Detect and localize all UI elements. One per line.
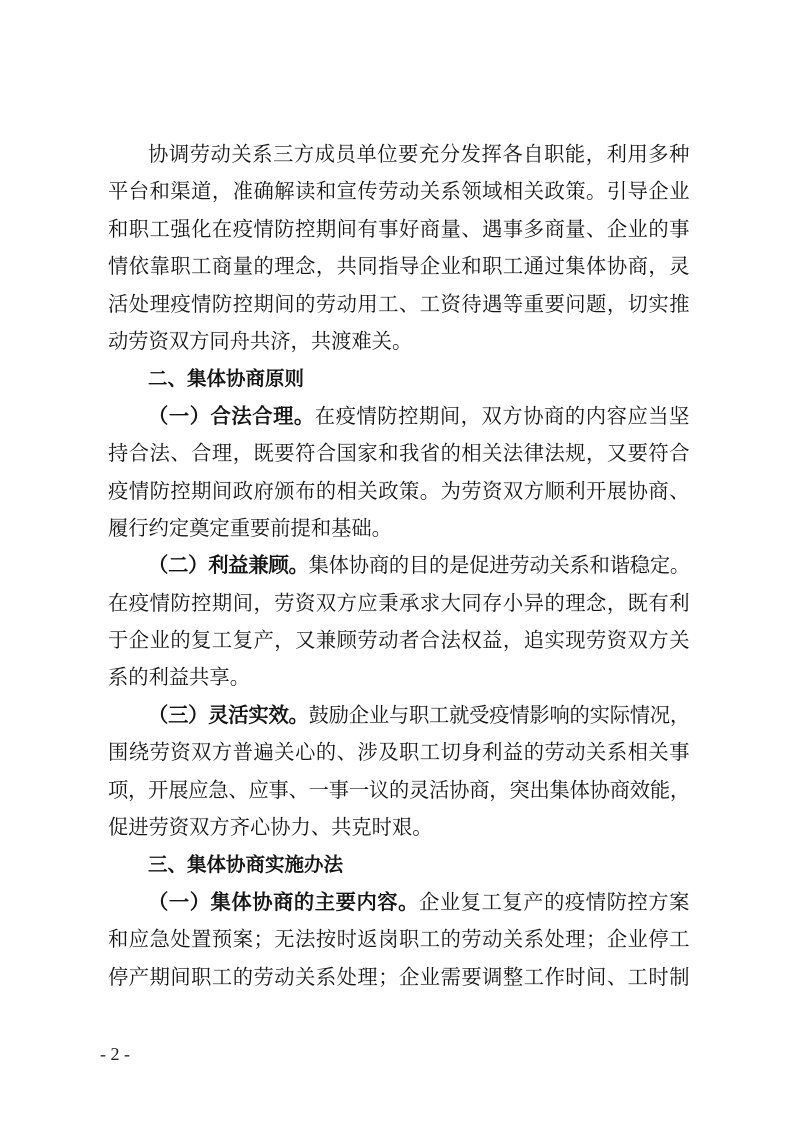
text-line [108, 959, 690, 996]
line-text: 围绕劳资双方普遍关心的、涉及职工切身利益的劳动关系相关事 [108, 740, 690, 765]
item-lead: （二）利益兼顾。 [148, 553, 309, 578]
text-line [108, 585, 690, 622]
section-heading [108, 360, 690, 397]
item-lead: （一）合法合理。 [148, 403, 315, 428]
line-text: 企业复工复产的疫情防控方案 [419, 889, 690, 914]
text-line [108, 547, 690, 584]
text-line [108, 510, 690, 547]
line-text: 活处理疫情防控期间的劳动用工、工资待遇等重要问题，切实推 [108, 291, 690, 316]
line-text: 和应急处置预案；无法按时返岗职工的劳动关系处理；企业停工 [108, 927, 690, 952]
page-number: - 2 - [100, 1044, 130, 1064]
item-lead: （三）灵活实效。 [148, 702, 309, 727]
text-line [108, 734, 690, 771]
line-content [148, 547, 690, 584]
text-line [108, 173, 690, 210]
line-text: 项，开展应急、应事、一事一议的灵活协商，突出集体协商效能， [108, 777, 690, 802]
line-text: 鼓励企业与职工就受疫情影响的实际情况， [308, 702, 690, 727]
text-line [108, 323, 690, 360]
line-text: 情依靠职工商量的理念，共同指导企业和职工通过集体协商，灵 [108, 254, 690, 279]
text-line [108, 473, 690, 510]
text-line [108, 884, 690, 921]
principle-item-flexible [108, 697, 690, 847]
line-text: 协调劳动关系三方成员单位要充分发挥各自职能，利用多种 [148, 142, 690, 166]
line-text: 在疫情防控期间，劳资双方应秉承求大同存小异的理念，既有利 [108, 590, 690, 615]
line-text: 平台和渠道，准确解读和宣传劳动关系领域相关政策。引导企业 [108, 179, 690, 204]
line-text: 动劳资双方同舟共济，共渡难关。 [108, 328, 413, 353]
text-line [108, 622, 690, 659]
text-line [108, 286, 690, 323]
text-line [108, 248, 690, 285]
line-text: 于企业的复工复产，又兼顾劳动者合法权益，追实现劳资双方关 [108, 628, 690, 653]
line-content [148, 884, 690, 921]
text-line [108, 136, 690, 173]
heading-text: 三、集体协商实施办法 [148, 853, 344, 877]
line-text: 履行约定奠定重要前提和基础。 [108, 515, 392, 540]
section-heading [108, 846, 690, 883]
text-line [108, 921, 690, 958]
line-text: 促进劳资双方齐心协力、共克时艰。 [108, 815, 433, 840]
line-text: 持合法、合理，既要符合国家和我省的相关法律法规，又要符合 [108, 441, 690, 466]
text-line [108, 398, 690, 435]
text-line [108, 659, 690, 696]
principle-item-interests [108, 547, 690, 697]
heading-text: 二、集体协商原则 [148, 367, 305, 391]
principle-item-legal [108, 398, 690, 548]
line-content [148, 697, 690, 734]
intro-paragraph [108, 136, 690, 360]
text-line [108, 211, 690, 248]
text-line [108, 435, 690, 472]
line-text: 在疫情防控期间，双方协商的内容应当坚 [314, 403, 690, 428]
line-text: 停产期间职工的劳动关系处理；企业需要调整工作时间、工时制 [108, 964, 690, 989]
body-text [108, 136, 690, 996]
line-text: 系的利益共享。 [108, 665, 250, 690]
line-content [148, 398, 690, 435]
line-text: 疫情防控期间政府颁布的相关政策。为劳资双方顺利开展协商、 [108, 478, 690, 503]
line-text: 集体协商的目的是促进劳动关系和谐稳定。 [308, 553, 690, 578]
text-line [108, 772, 690, 809]
method-item-main-content [108, 884, 690, 996]
text-line [108, 809, 690, 846]
text-line [108, 697, 690, 734]
line-text: 和职工强化在疫情防控期间有事好商量、遇事多商量、企业的事 [108, 216, 690, 241]
item-lead: （一）集体协商的主要内容。 [148, 889, 419, 914]
